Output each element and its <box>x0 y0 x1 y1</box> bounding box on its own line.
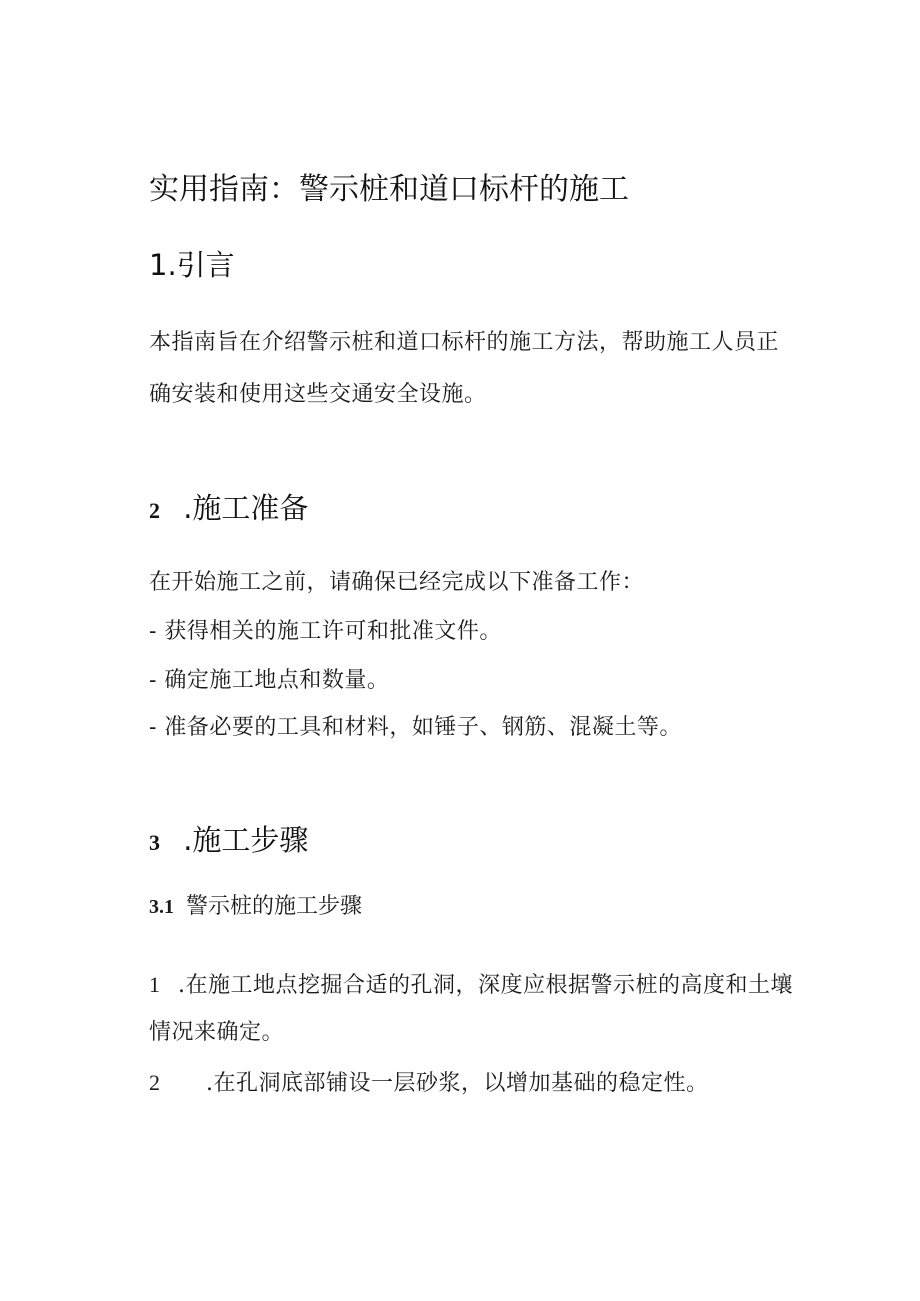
step-2-number: 2 <box>149 1070 161 1095</box>
section-1-heading: 1.引言 <box>149 248 235 282</box>
list-item: - 准备必要的工具和材料，如锤子、钢筋、混凝土等。 <box>149 715 682 740</box>
section-2-heading <box>149 488 308 531</box>
section-1-paragraph-line-2: 确安装和使用这些交通安全设施。 <box>149 382 487 407</box>
step-2-text: .在孔洞底部铺设一层砂浆，以增加基础的稳定性。 <box>206 1071 709 1096</box>
subsection-3-1-heading <box>149 891 362 923</box>
step-1-line-2: 情况来确定。 <box>149 1020 285 1045</box>
step-1-number: 1 <box>149 972 161 997</box>
section-3-number: 3 <box>149 830 160 855</box>
section-1-paragraph-line-1: 本指南旨在介绍警示桩和道口标杆的施工方法，帮助施工人员正 <box>149 330 780 355</box>
section-3-heading <box>149 820 308 863</box>
list-item: - 获得相关的施工许可和批准文件。 <box>149 619 502 644</box>
subsection-3-1-number: 3.1 <box>149 896 174 918</box>
step-1-text: .在施工地点挖掘合适的孔洞，深度应根据警示桩的高度和土壤 <box>178 973 793 998</box>
section-2-number: 2 <box>149 498 160 523</box>
section-2-title: .施工准备 <box>183 491 309 525</box>
subsection-3-1-title: 警示桩的施工步骤 <box>186 894 363 919</box>
page-title: 实用指南：警示桩和道口标杆的施工 <box>149 172 629 207</box>
list-item: - 确定施工地点和数量。 <box>149 668 390 693</box>
step-1-line-1 <box>149 970 793 1001</box>
section-2-intro: 在开始施工之前，请确保已经完成以下准备工作： <box>149 570 645 595</box>
section-3-title: .施工步骤 <box>183 823 309 857</box>
step-2-line-1 <box>149 1068 709 1099</box>
